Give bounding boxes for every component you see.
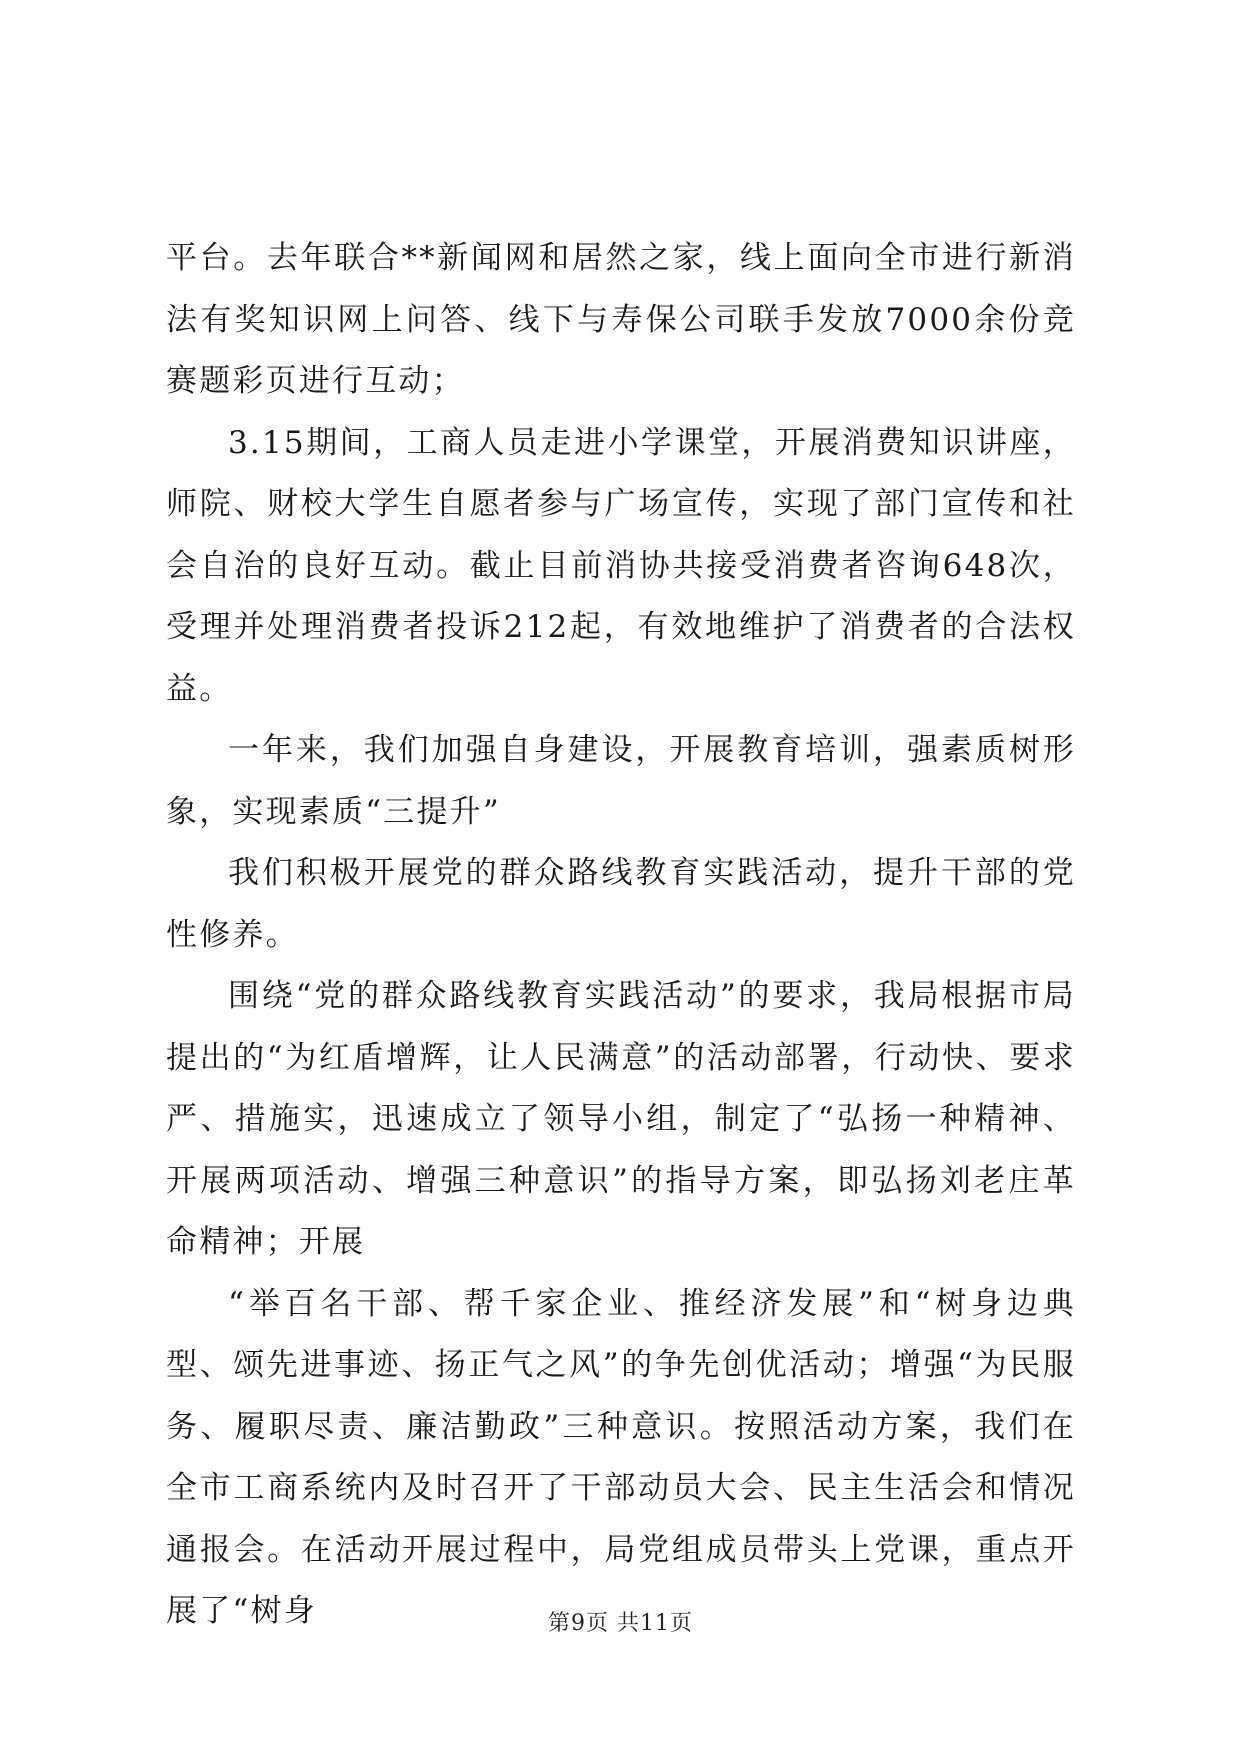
document-body: [166, 228, 1076, 1643]
page-number: 第9页 共11页: [548, 1611, 693, 1636]
paragraph-5: 围绕“党的群众路线教育实践活动”的要求，我局根据市局提出的“为红盾增辉，让人民满意”的活动部署，行动快、要求严、措施实，迅速成立了领导小组，制定了“弘扬一种精神、开展两项活动、增强三种意识”的指导方案，即弘扬刘老庄革命精神；开展: [166, 978, 1076, 1260]
paragraph-4: 我们积极开展党的群众路线教育实践活动，提升干部的党性修养。: [166, 855, 1076, 953]
page-footer: [0, 1606, 1241, 1637]
paragraph-1: 平台。去年联合**新闻网和居然之家，线上面向全市进行新消法有奖知识网上问答、线下与寿保公司联手发放7000余份竞赛题彩页进行互动；: [166, 240, 1076, 399]
paragraph-2: 3.15期间，工商人员走进小学课堂，开展消费知识讲座，师院、财校大学生自愿者参与广场宣传，实现了部门宣传和社会自治的良好互动。截止目前消协共接受消费者咨询648次，受理并处理消费者投诉212起，有效地维护了消费者的合法权益。: [166, 424, 1076, 707]
paragraph-3: 一年来，我们加强自身建设，开展教育培训，强素质树形象，实现素质“三提升”: [166, 732, 1076, 830]
paragraph-6: “举百名干部、帮千家企业、推经济发展”和“树身边典型、颂先进事迹、扬正气之风”的争先创优活动；增强“为民服务、履职尽责、廉洁勤政”三种意识。按照活动方案，我们在全市工商系统内及时召开了干部动员大会、民主生活会和情况通报会。在活动开展过程中，局党组成员带头上党课，重点开展了“树身: [166, 1285, 1076, 1629]
